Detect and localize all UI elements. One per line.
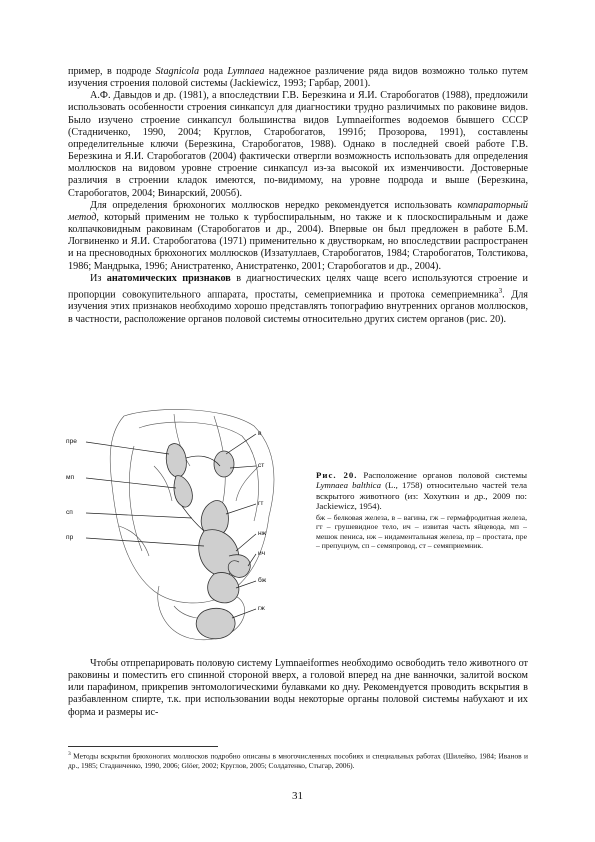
caption-text-after: (L., 1758) относительно частей тела вскрытого животного (из: Хохуткин и др., 2009 по: Jackiewicz, 1954). — [316, 480, 527, 512]
label-nzh: нж — [258, 530, 267, 537]
text-span: пример, в подроде — [68, 66, 156, 77]
text-span: Stagnicola — [155, 66, 200, 77]
caption-text-before: Расположение органов половой системы — [357, 470, 527, 480]
paragraph — [68, 200, 528, 273]
footnote-rule — [68, 746, 218, 747]
label-bzh: бж — [258, 577, 267, 584]
caption-main — [316, 470, 527, 512]
text-span: А.Ф. Давыдов и др. (1981), а впоследствии Г.В. Березкина и Я.И. Старобогатов (1988), предложили использовать особенности строения синкапсул для диагностики трудно различимых по раковине видов. Было изучено строение синкапсул большинства видов Lymnaeiformes водоемов бывшего СССР (Стадниченко, 1990, 2004; Круглов, Старобогатов, 1991б; Прозорова, 1991), составлены определительные ключи (Березкина, Старобогатов, 1988). Однако в последней своей работе Г.В. Березкина и Я.И. Старобогатов (2004) фактически отвергли возможность использовать для определения моллюсков на видовом уровне строение синкапсул из-за высокой их изменчивости. Достоверные различия в строении кладок имеются, по-видимому, на уровне подрода и выше (Березкина, Старобогатов, 2004; Винарский, 2005б). — [68, 90, 528, 199]
text-span: . Для изучения этих признаков необходимо хорошо представлять топографию внутренних органов моллюсков, в частности, расположение органов половой системы относительно других систем органов (рис. 20). — [68, 289, 528, 325]
label-ich: ич — [258, 550, 266, 557]
figure-caption — [316, 470, 527, 551]
footnote — [68, 750, 528, 771]
body-text-bottom — [68, 658, 528, 719]
text-span: в диагностических целях чаще всего используются строение и пропорции совокупительного аппарата, простаты, семеприемника и протока семеприемника — [68, 272, 528, 301]
footnote-text: Методы вскрытия брюхоногих моллюсков подробно описаны в многочисленных пособиях и специальных работах (Шилейко, 1984; Иванов и др., 1985; Стадниченко, 1990, 2006; Glöer, 2002; Круглов, 2005; Солдатенко, Стыгар, 2006). — [68, 751, 528, 771]
paragraph — [68, 66, 528, 90]
body-text-top — [68, 66, 528, 326]
text-span: , который применим не только к турбоспиральным, но также и к плоскоспиральным и даже колпачковидным раковинам (Старобогатов и др., 2004). Впервые он был предложен в работе Б.М. Логвиненко и Я.И. Старобогатова (1971) применительно к двустворкам, но впоследствии распространен и на пресноводных брюхоногих моллюсков (Иззатуллаев, Старобогатов, 1984; Старобогатов, Толстикова, 1986; Мандрыка, 1996; Анистратенко, Анистратенко, 2001; Старобогатов и др., 2004). — [68, 211, 528, 272]
text-span: анатомических признаков — [106, 272, 231, 284]
anatomy-figure — [64, 406, 314, 646]
text-span: Из — [90, 272, 107, 284]
label-pre: пре — [66, 438, 77, 445]
paragraph — [68, 273, 528, 326]
label-gt: гт — [258, 500, 264, 507]
paragraph-after-figure: Чтобы отпрепарировать половую систему Lymnaeiformes необходимо освободить тело животного от раковины и поместить его спинной стороной вверх, а головой вперед на дне ванночки, залитой воском или парафином, прикрепив энтомологическими булавками ко дну. Рекомендуется проводить вскрытия в разбавленном спирте, т.к. при использовании воды некоторые органы половой системы набухают и их форма и размеры ис- — [68, 658, 528, 718]
label-mp: мп — [66, 474, 75, 481]
footnote-mark: 3 — [68, 751, 71, 757]
caption-title: Рис. 20. — [316, 470, 358, 480]
footnote-ref: 3 — [498, 286, 503, 295]
label-st: ст — [258, 462, 265, 469]
text-span: Для определения брюхоногих моллюсков нередко рекомендуется использовать — [90, 199, 458, 211]
text-span: компараторный метод — [68, 199, 528, 223]
page-number: 31 — [292, 790, 303, 802]
text-span: Lymnaea — [227, 66, 265, 77]
paragraph — [68, 90, 528, 199]
label-sp: сп — [66, 509, 73, 516]
label-v: в — [258, 430, 262, 437]
label-pr: пр — [66, 534, 74, 541]
text-span: надежное различение ряда видов возможно только путем изучения строения половой системы (Jackiewicz, 1993; Гарбар, 2001). — [68, 66, 528, 90]
label-gzh: гж — [258, 605, 265, 612]
caption-legend: бж – белковая железа, в – вагина, гж – гермафродитная железа, гт – грушевидное тело, ич – извитая часть яйцевода, мп – мешок пениса, нж – нидаментальная железа, пр – простата, пре – препуциум, сп – семяпровод, ст – семяприемник. — [316, 512, 527, 551]
mollusc-anatomy-drawing — [64, 406, 314, 646]
text-span: рода — [199, 66, 228, 77]
caption-species: Lymnaea balthica — [316, 480, 381, 491]
